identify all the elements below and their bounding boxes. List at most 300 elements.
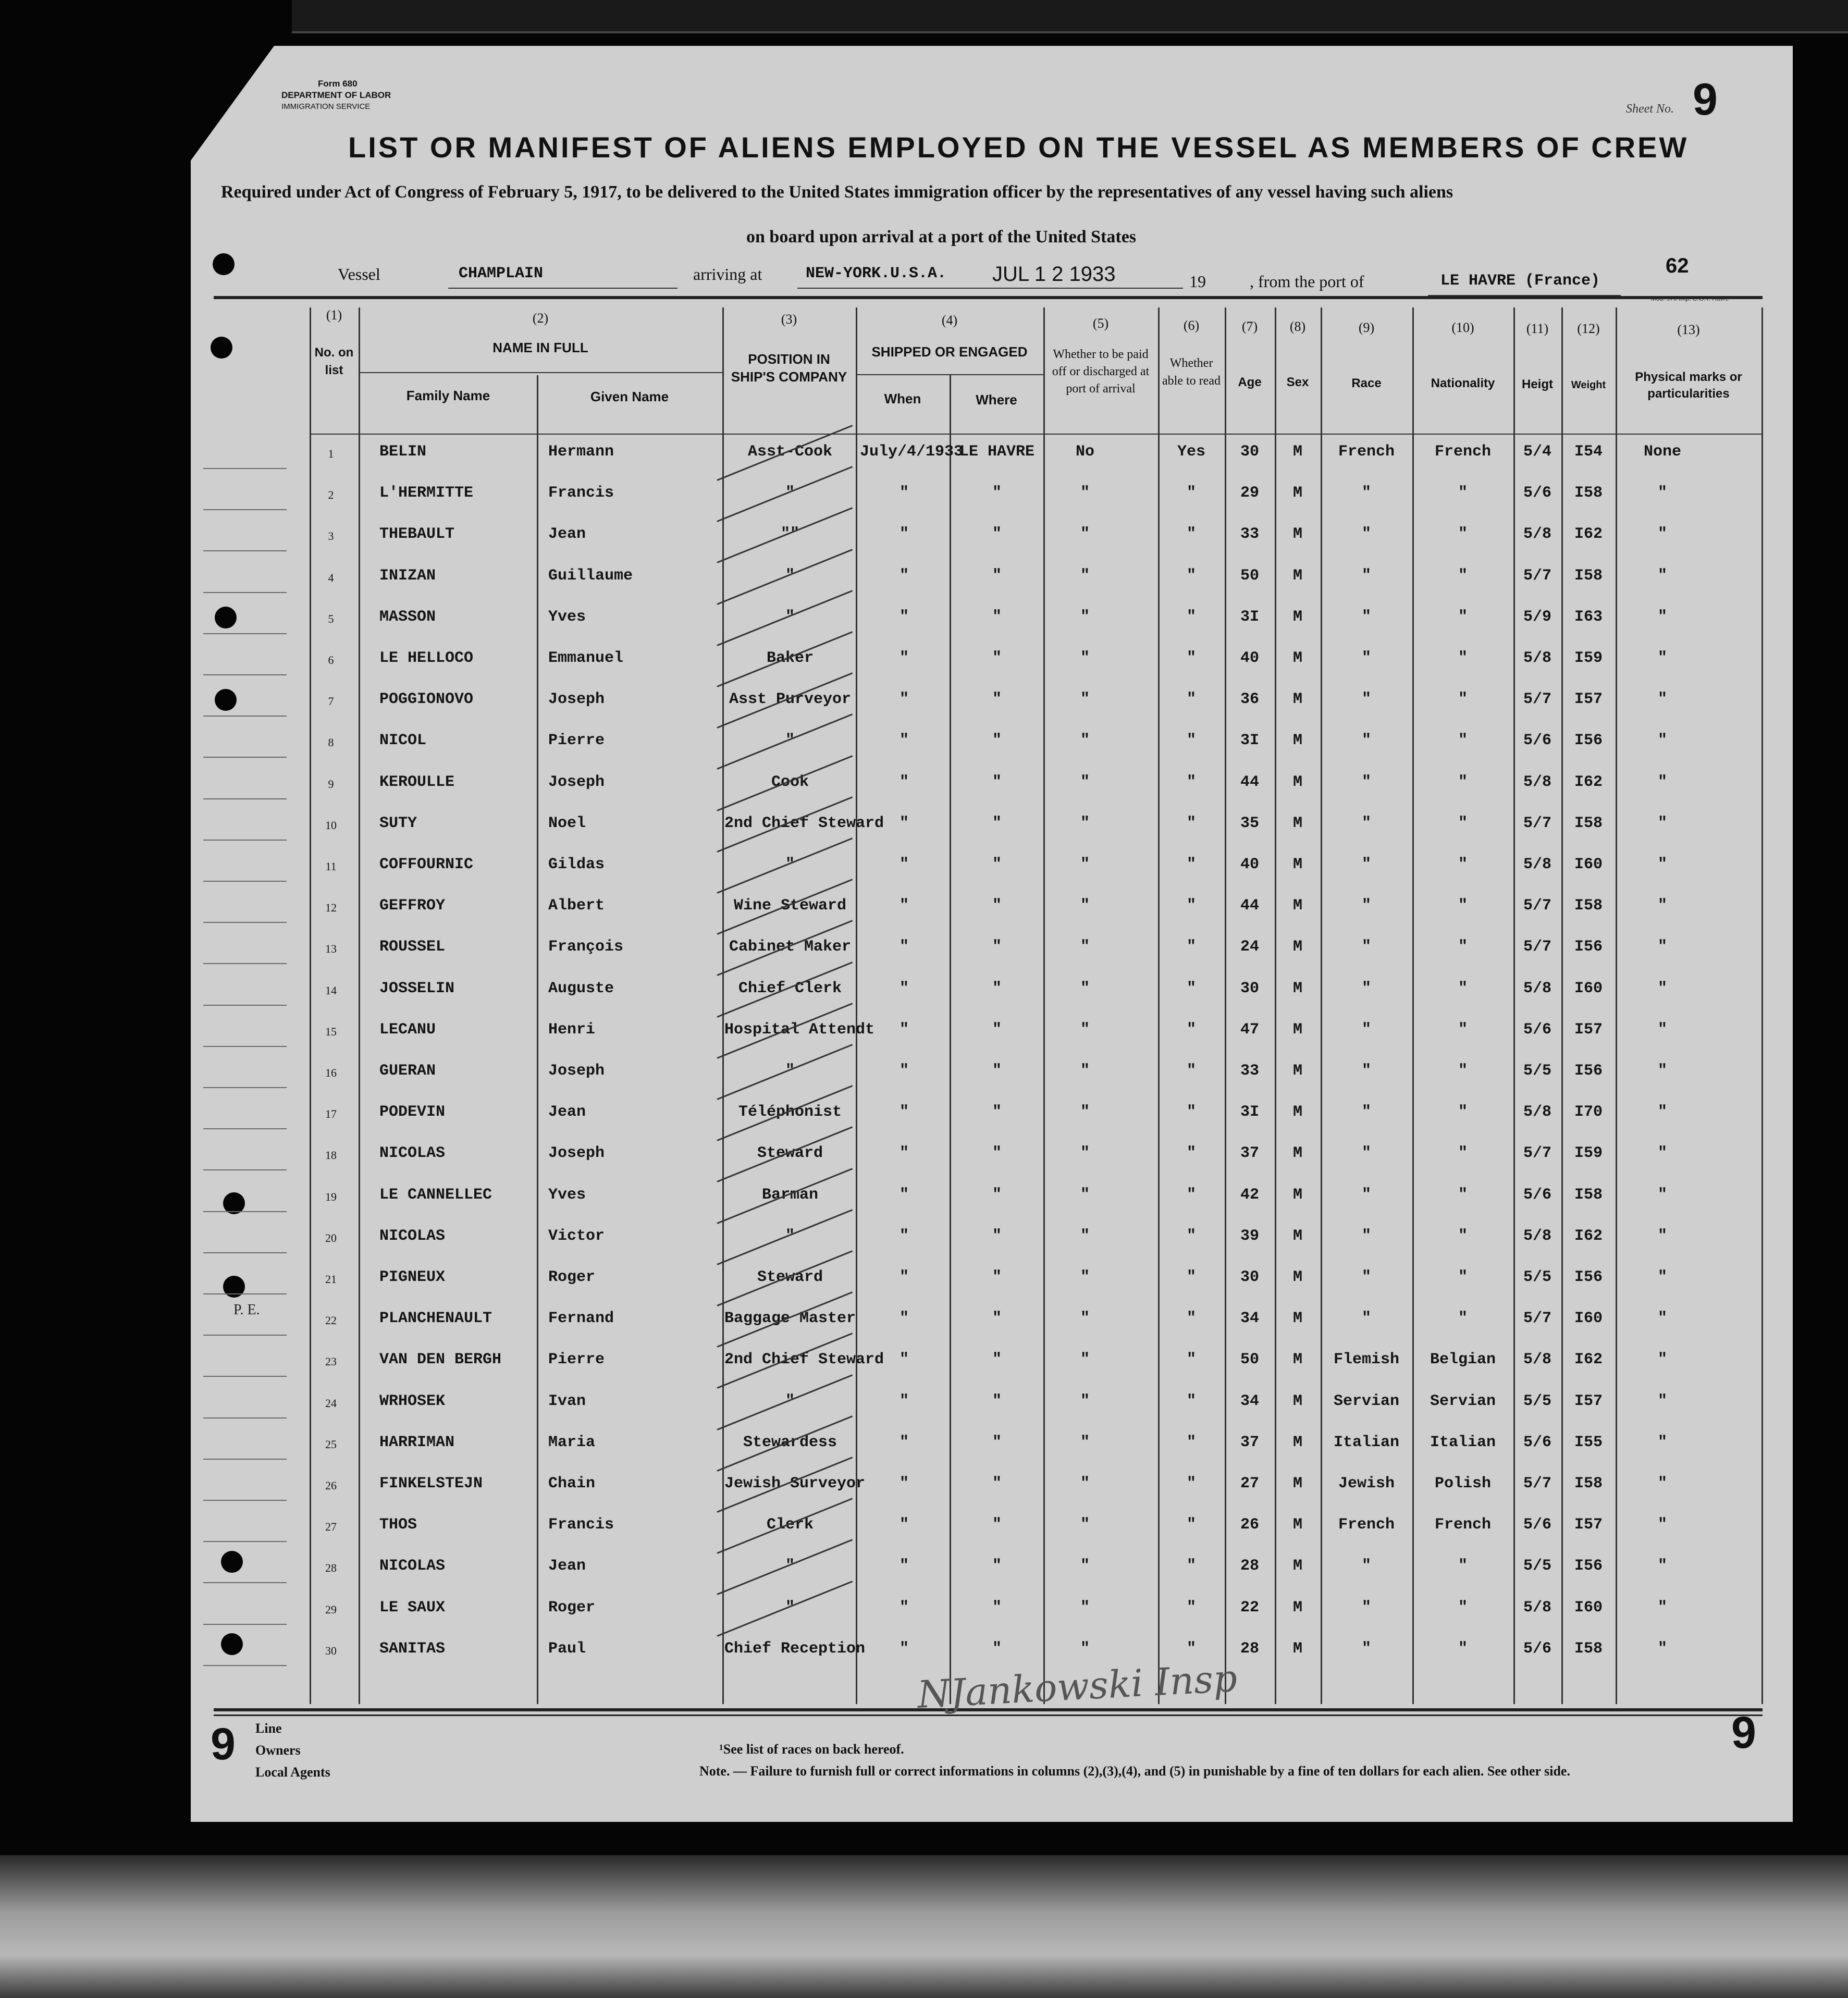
col-divider xyxy=(1561,307,1563,1704)
margin-rule xyxy=(203,1500,287,1501)
weight: I63 xyxy=(1574,608,1603,626)
sex: M xyxy=(1292,1598,1302,1617)
given-name: Gildas xyxy=(548,856,605,873)
margin-rule xyxy=(203,1169,287,1170)
position: " xyxy=(785,484,795,502)
height: 5/7 xyxy=(1523,566,1551,585)
nationality: French xyxy=(1434,443,1492,461)
col-5-title: Whether to be paid off or discharged at port of arrival xyxy=(1052,348,1150,396)
able-to-read: " xyxy=(1186,1268,1196,1286)
weight: I62 xyxy=(1574,525,1603,544)
shipped-when: " xyxy=(899,1310,909,1328)
col-9-title: Race xyxy=(1351,376,1382,390)
paid-off: " xyxy=(1080,897,1090,915)
subtitle-line-2: on board upon arrival at a port of the United States xyxy=(746,227,1137,246)
nationality: " xyxy=(1458,1639,1468,1658)
vessel-underline xyxy=(448,288,677,289)
family-name: GEFFROY xyxy=(379,897,446,915)
race: " xyxy=(1361,897,1371,915)
height: 5/6 xyxy=(1523,484,1551,502)
height: 5/7 xyxy=(1523,1310,1551,1328)
family-name: POGGIONOVO xyxy=(379,690,474,709)
position: Cook xyxy=(771,773,809,791)
col-11-number: (11) xyxy=(1526,321,1549,336)
shipped-where: " xyxy=(992,1144,1002,1163)
col-divider xyxy=(856,307,857,1704)
given-name: Guillaume xyxy=(548,566,633,585)
punch-hole xyxy=(211,337,232,359)
sex: M xyxy=(1292,1268,1302,1286)
col-2b-title: Given Name xyxy=(590,389,669,404)
shipped-where: " xyxy=(992,1351,1002,1369)
age: 22 xyxy=(1240,1598,1259,1617)
paid-off: " xyxy=(1080,1020,1090,1039)
nationality: " xyxy=(1458,1186,1468,1204)
margin-rule xyxy=(203,1417,287,1419)
race: Italian xyxy=(1333,1433,1400,1451)
race: " xyxy=(1361,649,1371,667)
family-name: KEROULLE xyxy=(379,773,455,791)
sex: M xyxy=(1292,1310,1302,1328)
department-name: DEPARTMENT OF LABOR xyxy=(281,90,391,100)
height: 5/8 xyxy=(1523,856,1551,873)
family-name: COFFOURNIC xyxy=(379,856,474,873)
family-name: WRHOSEK xyxy=(379,1392,446,1410)
punch-hole xyxy=(221,1633,243,1655)
height: 5/6 xyxy=(1523,732,1551,750)
shipped-where: " xyxy=(992,484,1002,502)
paid-off: " xyxy=(1080,1268,1090,1286)
given-name: Yves xyxy=(548,1186,586,1204)
physical-marks: " xyxy=(1657,1557,1667,1575)
shipped-when: " xyxy=(899,1103,909,1121)
able-to-read: " xyxy=(1186,649,1196,667)
margin-rule xyxy=(203,881,287,882)
height: 5/8 xyxy=(1523,1598,1551,1617)
margin-rule xyxy=(203,509,287,510)
nationality: " xyxy=(1458,1227,1468,1245)
weight: I58 xyxy=(1574,1186,1603,1204)
family-name: THEBAULT xyxy=(379,525,455,544)
position: Chief Reception xyxy=(724,1639,866,1658)
col-divider xyxy=(1412,307,1414,1704)
col-6-title: Whether able to read xyxy=(1162,356,1221,388)
physical-marks: " xyxy=(1657,1639,1667,1658)
able-to-read: " xyxy=(1186,484,1196,502)
shipped-where: " xyxy=(992,938,1002,956)
given-name: Yves xyxy=(548,608,586,626)
weight: I62 xyxy=(1574,1227,1603,1245)
nationality: " xyxy=(1458,1144,1468,1163)
nationality: " xyxy=(1458,814,1468,832)
position: "" xyxy=(780,525,799,544)
shipped-where: " xyxy=(992,1103,1002,1121)
able-to-read: " xyxy=(1186,938,1196,956)
shipped-where: " xyxy=(992,732,1002,750)
shipped-when: " xyxy=(899,1392,909,1410)
physical-marks: " xyxy=(1657,732,1667,750)
race: " xyxy=(1361,732,1371,750)
position: Steward xyxy=(757,1144,823,1163)
col-divider xyxy=(359,307,360,1704)
able-to-read: " xyxy=(1186,773,1196,791)
position: 2nd Chief Steward xyxy=(724,1351,884,1369)
able-to-read: " xyxy=(1186,566,1196,585)
given-name: Joseph xyxy=(548,690,605,709)
paid-off: " xyxy=(1080,1516,1090,1534)
shipped-when: " xyxy=(899,1516,909,1534)
family-name: LE HELLOCO xyxy=(379,649,474,667)
able-to-read: " xyxy=(1186,525,1196,544)
col-divider xyxy=(310,307,311,1704)
row-number: 26 xyxy=(325,1479,337,1492)
subtitle-line-1: Required under Act of Congress of February 5, 1917, to be delivered to the United States immigration officer by the representatives of any vessel having such aliens xyxy=(221,182,1453,202)
paid-off: " xyxy=(1080,1144,1090,1163)
shipped-where: LE HAVRE xyxy=(959,443,1035,461)
row-number: 28 xyxy=(325,1561,337,1575)
age: 28 xyxy=(1240,1639,1259,1658)
row-number: 24 xyxy=(325,1396,337,1410)
margin-rule xyxy=(203,922,287,923)
given-name: Jean xyxy=(548,1103,586,1121)
row-number: 19 xyxy=(325,1190,337,1203)
shipped-where: " xyxy=(992,1516,1002,1534)
position: Téléphonist xyxy=(738,1103,842,1121)
height: 5/7 xyxy=(1523,814,1551,832)
able-to-read: " xyxy=(1186,732,1196,750)
age: 34 xyxy=(1240,1392,1259,1410)
sex: M xyxy=(1292,484,1302,502)
given-name: Albert xyxy=(548,897,605,915)
row-number: 30 xyxy=(325,1644,337,1657)
age: 36 xyxy=(1240,690,1259,709)
row-number: 29 xyxy=(325,1602,337,1616)
family-name: PLANCHENAULT xyxy=(379,1310,492,1328)
age: 39 xyxy=(1240,1227,1259,1245)
position: Cabinet Maker xyxy=(729,938,852,956)
family-name: THOS xyxy=(379,1516,417,1534)
age: 34 xyxy=(1240,1310,1259,1328)
paid-off: " xyxy=(1080,938,1090,956)
shipped-when: " xyxy=(899,1475,909,1493)
paid-off: " xyxy=(1080,814,1090,832)
weight: I58 xyxy=(1574,897,1603,915)
weight: I60 xyxy=(1574,1598,1603,1617)
race: French xyxy=(1338,1516,1395,1534)
family-name: MASSON xyxy=(379,608,436,626)
given-name: Francis xyxy=(548,484,614,502)
able-to-read: " xyxy=(1186,814,1196,832)
col-4b-title: Where xyxy=(976,392,1017,408)
local-agents-label: Local Agents xyxy=(255,1765,330,1780)
given-name: Victor xyxy=(548,1227,605,1245)
race: " xyxy=(1361,1227,1371,1245)
family-name: GUERAN xyxy=(379,1062,436,1080)
arrival-underline xyxy=(797,288,1183,289)
weight: I58 xyxy=(1574,1639,1603,1658)
weight: I55 xyxy=(1574,1433,1603,1451)
sheet-number-label: Sheet No. xyxy=(1626,102,1674,116)
height: 5/5 xyxy=(1523,1268,1551,1286)
form-identifier xyxy=(281,78,391,113)
sex: M xyxy=(1292,1351,1302,1369)
height: 5/6 xyxy=(1523,1433,1551,1451)
sex: M xyxy=(1292,732,1302,750)
row-number: 11 xyxy=(325,860,337,873)
age: 50 xyxy=(1240,1351,1259,1369)
paid-off: " xyxy=(1080,773,1090,791)
height: 5/8 xyxy=(1523,1351,1551,1369)
margin-rule xyxy=(203,840,287,841)
sheet-number-footer-right: 9 xyxy=(1731,1708,1756,1758)
position: Baker xyxy=(766,649,814,667)
weight: I62 xyxy=(1574,773,1603,791)
shipped-when: " xyxy=(899,608,909,626)
row-number: 23 xyxy=(325,1355,337,1368)
weight: I60 xyxy=(1574,979,1603,997)
family-name: JOSSELIN xyxy=(379,979,455,997)
col-divider xyxy=(1225,307,1226,1704)
nationality: " xyxy=(1458,732,1468,750)
weight: I58 xyxy=(1574,1475,1603,1493)
physical-marks: " xyxy=(1657,1516,1667,1534)
paid-off: No xyxy=(1075,443,1094,461)
scan-edge-bottom xyxy=(0,1855,1848,1998)
able-to-read: " xyxy=(1186,1020,1196,1039)
margin-rule xyxy=(203,1046,287,1047)
physical-marks: " xyxy=(1657,938,1667,956)
row-number: 2 xyxy=(328,488,334,502)
position: Hospital Attendt xyxy=(724,1020,875,1039)
weight: I62 xyxy=(1574,1351,1603,1369)
given-name: Ivan xyxy=(548,1392,586,1410)
given-name: Roger xyxy=(548,1268,596,1286)
shipped-where: " xyxy=(992,1598,1002,1617)
shipped-where: " xyxy=(992,649,1002,667)
age: 37 xyxy=(1240,1144,1259,1163)
physical-marks: " xyxy=(1657,1351,1667,1369)
physical-marks: " xyxy=(1657,773,1667,791)
col-divider xyxy=(1158,307,1160,1704)
shipped-when: " xyxy=(899,566,909,585)
height: 5/8 xyxy=(1523,649,1551,667)
shipped-subheader-rule xyxy=(856,374,1043,375)
weight: I57 xyxy=(1574,1020,1603,1039)
race: " xyxy=(1361,856,1371,873)
race: " xyxy=(1361,525,1371,544)
margin-rule xyxy=(203,1005,287,1006)
physical-marks: " xyxy=(1657,649,1667,667)
given-name: Auguste xyxy=(548,979,614,997)
margin-rule xyxy=(203,468,287,469)
age: 44 xyxy=(1240,897,1259,915)
paid-off: " xyxy=(1080,608,1090,626)
col-10-title: Nationality xyxy=(1431,376,1495,390)
family-name: ROUSSEL xyxy=(379,938,446,956)
sex: M xyxy=(1292,856,1302,873)
shipped-where: " xyxy=(992,1310,1002,1328)
family-name: L'HERMITTE xyxy=(379,484,474,502)
given-name: Joseph xyxy=(548,773,605,791)
position: Clerk xyxy=(766,1516,814,1534)
race: Flemish xyxy=(1333,1351,1400,1369)
table-top-rule xyxy=(214,296,1763,299)
race: " xyxy=(1361,979,1371,997)
able-to-read: " xyxy=(1186,856,1196,873)
shipped-where: " xyxy=(992,1475,1002,1493)
physical-marks: " xyxy=(1657,1392,1667,1410)
col-2a-title: Family Name xyxy=(406,388,490,403)
sex: M xyxy=(1292,1639,1302,1658)
col-7-title: Age xyxy=(1238,375,1262,389)
family-name: LE SAUX xyxy=(379,1598,446,1617)
position: " xyxy=(785,566,795,585)
shipped-when: " xyxy=(899,1598,909,1617)
paid-off: " xyxy=(1080,525,1090,544)
race: Servian xyxy=(1333,1392,1400,1410)
shipped-when: " xyxy=(899,732,909,750)
shipped-when: " xyxy=(899,1144,909,1163)
height: 5/7 xyxy=(1523,690,1551,709)
shipped-where: " xyxy=(992,1392,1002,1410)
col-12-number: (12) xyxy=(1577,321,1600,336)
physical-marks: " xyxy=(1657,897,1667,915)
line-label: Line xyxy=(255,1721,282,1736)
family-name: BELIN xyxy=(379,443,427,461)
weight: I54 xyxy=(1574,443,1603,461)
document-title: LIST OR MANIFEST OF ALIENS EMPLOYED ON THE VESSEL AS MEMBERS OF CREW xyxy=(348,131,1689,164)
nationality: " xyxy=(1458,1598,1468,1617)
sex: M xyxy=(1292,773,1302,791)
nationality: " xyxy=(1458,773,1468,791)
nationality: Belgian xyxy=(1430,1351,1496,1369)
paid-off: " xyxy=(1080,566,1090,585)
weight: I59 xyxy=(1574,1144,1603,1163)
position: " xyxy=(785,608,795,626)
height: 5/8 xyxy=(1523,525,1551,544)
position: Wine Steward xyxy=(733,897,847,915)
height: 5/7 xyxy=(1523,938,1551,956)
given-name: Henri xyxy=(548,1020,596,1039)
col-4a-title: When xyxy=(884,391,921,406)
row-number: 20 xyxy=(325,1231,337,1244)
family-name: PODEVIN xyxy=(379,1103,446,1121)
age: 33 xyxy=(1240,525,1259,544)
sex: M xyxy=(1292,1516,1302,1534)
shipped-where: " xyxy=(992,525,1002,544)
able-to-read: " xyxy=(1186,1351,1196,1369)
row-number: 14 xyxy=(325,983,337,997)
able-to-read: " xyxy=(1186,1598,1196,1617)
shipped-where: " xyxy=(992,979,1002,997)
row-number: 4 xyxy=(328,571,334,584)
shipped-where: " xyxy=(992,690,1002,709)
col-3-title: POSITION IN SHIP'S COMPANY xyxy=(731,351,847,385)
family-name: VAN DEN BERGH xyxy=(379,1351,502,1369)
row-number: 1 xyxy=(328,447,334,460)
sex: M xyxy=(1292,1144,1302,1163)
height: 5/6 xyxy=(1523,1639,1551,1658)
able-to-read: " xyxy=(1186,1639,1196,1658)
height: 5/8 xyxy=(1523,1227,1551,1245)
form-number: Form 680 xyxy=(318,79,358,89)
shipped-when: " xyxy=(899,690,909,709)
given-name: Hermann xyxy=(548,443,614,461)
row-number: 9 xyxy=(328,777,334,791)
height: 5/8 xyxy=(1523,1103,1551,1121)
paid-off: " xyxy=(1080,484,1090,502)
position: Jewish Surveyor xyxy=(724,1475,866,1493)
arrival-port: NEW-YORK.U.S.A. xyxy=(806,265,947,282)
given-name: Pierre xyxy=(548,732,605,750)
race: French xyxy=(1338,443,1395,461)
age: 50 xyxy=(1240,566,1259,585)
shipped-where: " xyxy=(992,1186,1002,1204)
height: 5/7 xyxy=(1523,1144,1551,1163)
given-name: Joseph xyxy=(548,1062,605,1080)
age: 28 xyxy=(1240,1557,1259,1575)
age: 40 xyxy=(1240,856,1259,873)
col-4-number: (4) xyxy=(941,313,958,328)
physical-marks: " xyxy=(1657,1020,1667,1039)
physical-marks: " xyxy=(1657,690,1667,709)
print-mod-note: Mod. 970 Imp. C.G.T. Havre xyxy=(1651,295,1729,302)
family-name: LECANU xyxy=(379,1020,436,1039)
table-bottom-rule-2 xyxy=(214,1715,1763,1716)
col-4-title: SHIPPED OR ENGAGED xyxy=(871,344,1028,360)
position: Stewardess xyxy=(743,1433,837,1451)
able-to-read: " xyxy=(1186,1392,1196,1410)
race: " xyxy=(1361,1557,1371,1575)
race: " xyxy=(1361,1186,1371,1204)
age: 30 xyxy=(1240,443,1259,461)
family-name: NICOL xyxy=(379,732,427,750)
weight: I56 xyxy=(1574,1557,1603,1575)
sex: M xyxy=(1292,525,1302,544)
race: " xyxy=(1361,1598,1371,1617)
sex: M xyxy=(1292,1062,1302,1080)
able-to-read: " xyxy=(1186,1103,1196,1121)
given-name: Emmanuel xyxy=(548,649,624,667)
able-to-read: " xyxy=(1186,1475,1196,1493)
position: Steward xyxy=(757,1268,823,1286)
race: " xyxy=(1361,938,1371,956)
row-number: 17 xyxy=(325,1107,337,1121)
physical-marks: " xyxy=(1657,484,1667,502)
given-name: Jean xyxy=(548,1557,586,1575)
vessel-name: CHAMPLAIN xyxy=(459,265,544,282)
position: Barman xyxy=(761,1186,819,1204)
weight: I56 xyxy=(1574,1268,1603,1286)
race: " xyxy=(1361,690,1371,709)
weight: I60 xyxy=(1574,856,1603,873)
nationality: " xyxy=(1458,484,1468,502)
row-number: 8 xyxy=(328,736,334,749)
col-2-title: NAME IN FULL xyxy=(492,340,588,355)
shipped-when: " xyxy=(899,1227,909,1245)
shipped-when: " xyxy=(899,814,909,832)
row-number: 12 xyxy=(325,901,337,915)
nationality: " xyxy=(1458,979,1468,997)
shipped-when: " xyxy=(899,649,909,667)
col-1-title: No. on list xyxy=(314,346,354,377)
age: 26 xyxy=(1240,1516,1259,1534)
race: " xyxy=(1361,1020,1371,1039)
col-9-number: (9) xyxy=(1358,320,1375,335)
punch-hole xyxy=(215,689,237,711)
age: 47 xyxy=(1240,1020,1259,1039)
height: 5/8 xyxy=(1523,979,1551,997)
